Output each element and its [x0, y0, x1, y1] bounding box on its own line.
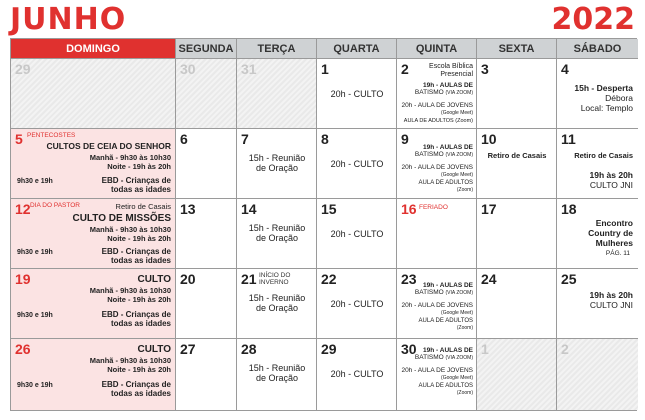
- day-cell[interactable]: [557, 59, 638, 129]
- event-title: CULTO DE MISSÕES: [72, 213, 171, 224]
- day-number: 1: [481, 341, 489, 357]
- event-batismo: 19h - AULAS DE BATISMO (VIA ZOOM): [414, 282, 473, 297]
- day-number: 23: [401, 271, 417, 287]
- event-jovens: 20h - AULA DE JOVENS (Google Meet) AULA DE ADULTOS (Zoom): [401, 164, 473, 194]
- event-ebd: EBD - Crianças de todas as idades: [101, 310, 171, 329]
- day-cell[interactable]: [237, 269, 317, 339]
- day-number: 24: [481, 271, 497, 287]
- event-culto: 20h - CULTO: [330, 89, 384, 99]
- day-number: 7: [241, 131, 249, 147]
- day-number: 13: [180, 201, 196, 217]
- weekday-saturday: SÁBADO: [557, 39, 638, 59]
- day-cell[interactable]: [317, 129, 397, 199]
- day-cell[interactable]: [397, 59, 477, 129]
- tag-dia-do-pastor: DIA DO PASTOR: [30, 202, 80, 209]
- day-cell[interactable]: [237, 129, 317, 199]
- weekday-tuesday: TERÇA: [237, 39, 317, 59]
- tag-pentecostes: PENTECOSTES: [27, 132, 76, 139]
- event-batismo: 19h - AULAS DE BATISMO (VIA ZOOM): [414, 347, 473, 362]
- event-retiro: Retiro de Casais: [574, 151, 633, 160]
- day-cell[interactable]: [477, 129, 557, 199]
- month-title: JUNHO: [10, 2, 127, 37]
- day-number: 9: [401, 131, 409, 147]
- event-adultos: AULA DE ADULTOS (Zoom): [403, 118, 473, 124]
- event-times: Manhã - 9h30 às 10h30 Noite - 19h às 20h: [89, 153, 171, 171]
- day-cell[interactable]: [397, 269, 477, 339]
- event-oracao: 15h - Reunião de Oração: [248, 153, 306, 174]
- event-escola: Escola Bíblica Presencial: [429, 63, 473, 79]
- day-cell[interactable]: [11, 59, 176, 129]
- calendar-header: [0, 0, 645, 38]
- day-cell[interactable]: [237, 339, 317, 410]
- calendar-grid: [10, 38, 637, 411]
- day-cell[interactable]: [317, 269, 397, 339]
- day-cell[interactable]: [317, 339, 397, 410]
- tag-feriado: FERIADO: [419, 204, 448, 211]
- day-number: 16: [401, 201, 417, 217]
- day-number: 29: [15, 61, 31, 77]
- day-number: 18: [561, 201, 577, 217]
- event-times: Manhã - 9h30 às 10h30 Noite - 19h às 20h: [89, 225, 171, 243]
- day-cell[interactable]: [557, 129, 638, 199]
- day-number: 30: [180, 61, 196, 77]
- weekday-wednesday: QUARTA: [317, 39, 397, 59]
- day-number: 28: [241, 341, 257, 357]
- day-number: 20: [180, 271, 196, 287]
- day-cell[interactable]: [397, 339, 477, 410]
- day-cell[interactable]: [477, 269, 557, 339]
- day-cell[interactable]: [176, 199, 237, 269]
- day-cell[interactable]: [237, 199, 317, 269]
- event-ebd-time: 9h30 e 19h: [17, 382, 53, 389]
- year-title: 2022: [551, 2, 635, 37]
- day-cell[interactable]: [11, 199, 176, 269]
- day-cell[interactable]: [176, 59, 237, 129]
- event-culto: 20h - CULTO: [330, 369, 384, 379]
- event-pagina: PÁG. 11: [605, 250, 630, 257]
- day-number: 11: [561, 131, 576, 147]
- day-number: 14: [241, 201, 257, 217]
- day-cell[interactable]: [317, 59, 397, 129]
- event-title: CULTO: [137, 344, 171, 355]
- event-ebd-time: 9h30 e 19h: [17, 312, 53, 319]
- day-cell[interactable]: [176, 339, 237, 410]
- day-number: 2: [561, 341, 569, 357]
- day-cell[interactable]: [176, 129, 237, 199]
- day-cell[interactable]: [477, 339, 557, 410]
- day-cell[interactable]: [176, 269, 237, 339]
- event-batismo: 19h - AULAS DE BATISMO (VIA ZOOM): [414, 144, 473, 159]
- day-cell[interactable]: [557, 339, 638, 410]
- day-number: 19: [15, 271, 31, 287]
- day-cell[interactable]: [237, 59, 317, 129]
- day-cell[interactable]: [397, 129, 477, 199]
- event-desperta: 15h - Desperta Débora Local: Templo: [574, 83, 633, 113]
- day-number: 8: [321, 131, 329, 147]
- day-number: 17: [481, 201, 497, 217]
- event-culto-jni: 19h às 20h CULTO JNI: [589, 290, 633, 310]
- day-cell[interactable]: [317, 199, 397, 269]
- day-number: 25: [561, 271, 577, 287]
- day-number: 22: [321, 271, 337, 287]
- event-culto-jni: 19h às 20h CULTO JNI: [589, 170, 633, 190]
- day-cell[interactable]: [397, 199, 477, 269]
- day-number: 4: [561, 61, 569, 77]
- event-jovens: 20h - AULA DE JOVENS (Google Meet): [401, 102, 473, 117]
- event-batismo: 19h - AULAS DE BATISMO (VIA ZOOM): [414, 82, 473, 97]
- event-oracao: 15h - Reunião de Oração: [248, 363, 306, 384]
- event-retiro: Retiro de Casais: [115, 202, 171, 211]
- event-oracao: 15h - Reunião de Oração: [248, 293, 306, 314]
- event-times: Manhã - 9h30 às 10h30 Noite - 19h às 20h: [89, 286, 171, 304]
- event-jovens: 20h - AULA DE JOVENS (Google Meet) AULA DE ADULTOS (Zoom): [401, 367, 473, 397]
- event-culto: 20h - CULTO: [330, 299, 384, 309]
- day-number: 27: [180, 341, 196, 357]
- event-ebd: EBD - Crianças de todas as idades: [101, 247, 171, 266]
- day-number: 3: [481, 61, 489, 77]
- tag-inicio-inverno: INÍCIO DO INVERNO: [259, 272, 291, 287]
- day-cell[interactable]: [477, 59, 557, 129]
- event-ebd: EBD - Crianças de todas as idades: [101, 380, 171, 399]
- event-jovens: 20h - AULA DE JOVENS (Google Meet) AULA DE ADULTOS (Zoom): [401, 302, 473, 332]
- event-culto: 20h - CULTO: [330, 229, 384, 239]
- day-number: 30: [401, 341, 417, 357]
- day-number: 5: [15, 131, 23, 147]
- day-cell[interactable]: [477, 199, 557, 269]
- weekday-monday: SEGUNDA: [176, 39, 237, 59]
- event-encontro: Encontro Country de Mulheres: [588, 218, 633, 248]
- day-cell[interactable]: [11, 269, 176, 339]
- event-title: CULTO: [137, 274, 171, 285]
- day-cell[interactable]: [11, 129, 176, 199]
- event-ebd-time: 9h30 e 19h: [17, 249, 53, 256]
- weekday-sunday: DOMINGO: [11, 39, 176, 59]
- day-number: 12: [15, 201, 31, 217]
- day-number: 2: [401, 61, 409, 77]
- day-number: 1: [321, 61, 329, 77]
- day-number: 31: [241, 61, 257, 77]
- day-number: 6: [180, 131, 188, 147]
- event-retiro: Retiro de Casais: [487, 151, 547, 160]
- day-number: 10: [481, 131, 497, 147]
- day-number: 15: [321, 201, 337, 217]
- day-number: 21: [241, 271, 257, 287]
- event-culto: 20h - CULTO: [330, 159, 384, 169]
- event-oracao: 15h - Reunião de Oração: [248, 223, 306, 244]
- day-number: 29: [321, 341, 337, 357]
- day-cell[interactable]: [557, 269, 638, 339]
- day-cell[interactable]: [11, 339, 176, 410]
- weekday-friday: SEXTA: [477, 39, 557, 59]
- event-ebd: EBD - Crianças de todas as idades: [101, 176, 171, 195]
- day-number: 26: [15, 341, 31, 357]
- day-cell[interactable]: [557, 199, 638, 269]
- event-ebd-time: 9h30 e 19h: [17, 178, 53, 185]
- event-title: CULTOS DE CEIA DO SENHOR: [46, 141, 171, 151]
- event-times: Manhã - 9h30 às 10h30 Noite - 19h às 20h: [89, 356, 171, 374]
- weekday-thursday: QUINTA: [397, 39, 477, 59]
